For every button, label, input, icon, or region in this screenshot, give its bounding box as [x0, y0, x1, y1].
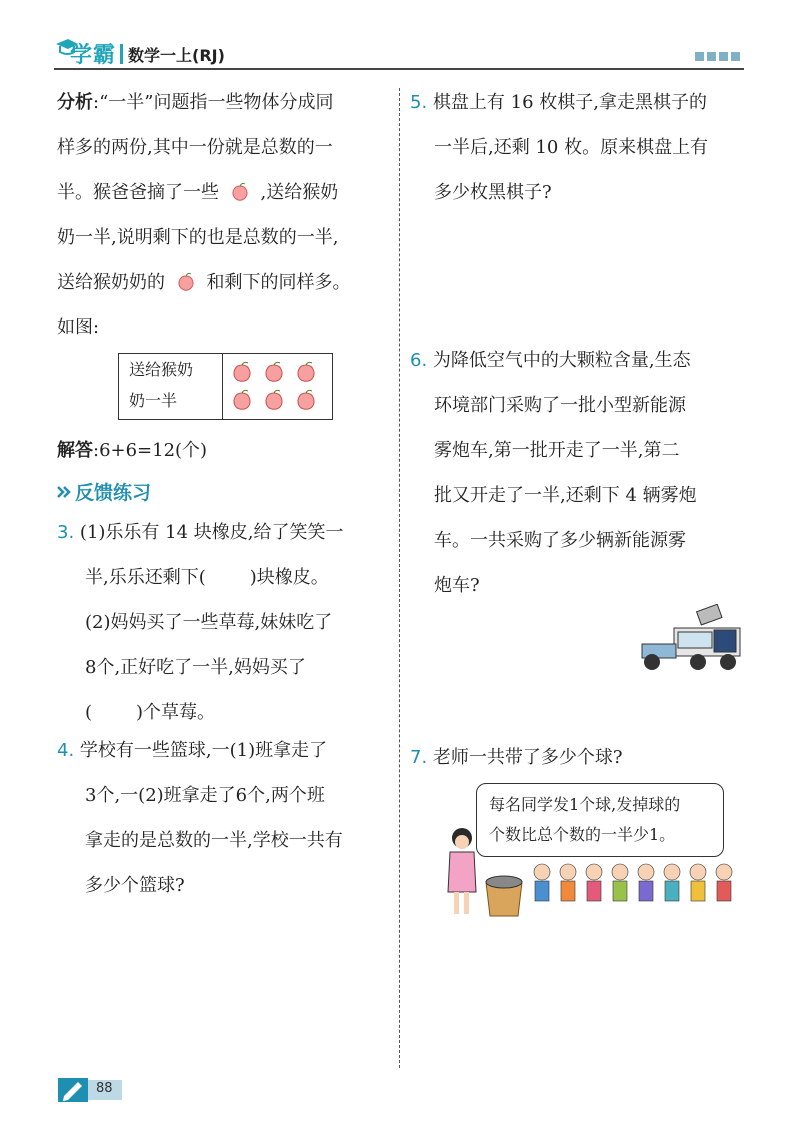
- page-number: 88: [96, 1081, 113, 1096]
- question-5: 5. 棋盘上有 16 枚棋子,拿走黑棋子的 一半后,还剩 10 枚。原来棋盘上有 多少枚黑棋子?: [410, 92, 709, 203]
- page-header: [54, 34, 744, 74]
- peach-icon: [261, 360, 287, 384]
- question-7: 7. 老师一共带了多少个球?: [410, 747, 623, 768]
- question-number: 4.: [57, 740, 75, 761]
- question-4: 4. 学校有一些篮球,一(1)班拿走了 3个,一(2)班拿走了6个,两个班 拿走的是总数的一半,学校一共有 多少个篮球?: [57, 740, 343, 896]
- fog-cannon-truck-illustration: [638, 604, 748, 674]
- peach-icon: [293, 360, 319, 384]
- logo-text: 学霸: [70, 43, 117, 68]
- pencil-icon: [58, 1078, 88, 1102]
- header-decoration: [695, 52, 740, 61]
- question-number: 5.: [410, 92, 428, 113]
- peach-icon: [229, 388, 255, 412]
- question-number: 7.: [410, 747, 428, 768]
- question-number: 3.: [57, 522, 75, 543]
- header-separator: [120, 44, 123, 64]
- header-rule: [54, 68, 744, 70]
- peach-grid: [229, 360, 329, 412]
- feedback-title: 反馈练习: [57, 478, 151, 505]
- column-divider: [399, 88, 400, 1068]
- speech-bubble: 每名同学发1个球,发掉球的 个数比总个数的一半少1。: [476, 783, 724, 857]
- peach-icon: [229, 182, 251, 202]
- answer-label: 解答: [57, 440, 93, 461]
- question-6: 6. 为降低空气中的大颗粒含量,生态 环境部门采购了一批小型新能源 雾炮车,第一批开走了一半,第二 批又开走了一半,还剩下 4 辆雾炮 车。一共采购了多少辆新能源雾 炮车?: [410, 350, 697, 596]
- analysis-label: 分析: [57, 92, 93, 113]
- half-diagram-table: [118, 353, 333, 420]
- double-chevron-icon: [57, 485, 71, 499]
- peach-icon: [229, 360, 255, 384]
- answer-line: 解答:6+6=12(个): [57, 440, 208, 461]
- subject-title: 数学一上(RJ): [128, 46, 225, 65]
- analysis-block: 分析:“一半”问题指一些物体分成同 样多的两份,其中一份就是总数的一 半。猴爸爸摘了一些 ,送给猴奶 奶一半,说明剩下的也是总数的一半, 送给猴奶奶的 和剩下的同样多。 如图:: [57, 92, 351, 338]
- question-3: 3. (1)乐乐有 14 块橡皮,给了笑笑一 半,乐乐还剩下( )块橡皮。 (2)妈妈买了一些草莓,妹妹吃了 8个,正好吃了一半,妈妈买了 ( )个草莓。: [57, 522, 344, 723]
- peach-icon: [293, 388, 319, 412]
- question-number: 6.: [410, 350, 428, 371]
- table-label: 送给猴奶 奶一半: [119, 354, 223, 419]
- peach-icon: [261, 388, 287, 412]
- peach-icon: [175, 272, 197, 292]
